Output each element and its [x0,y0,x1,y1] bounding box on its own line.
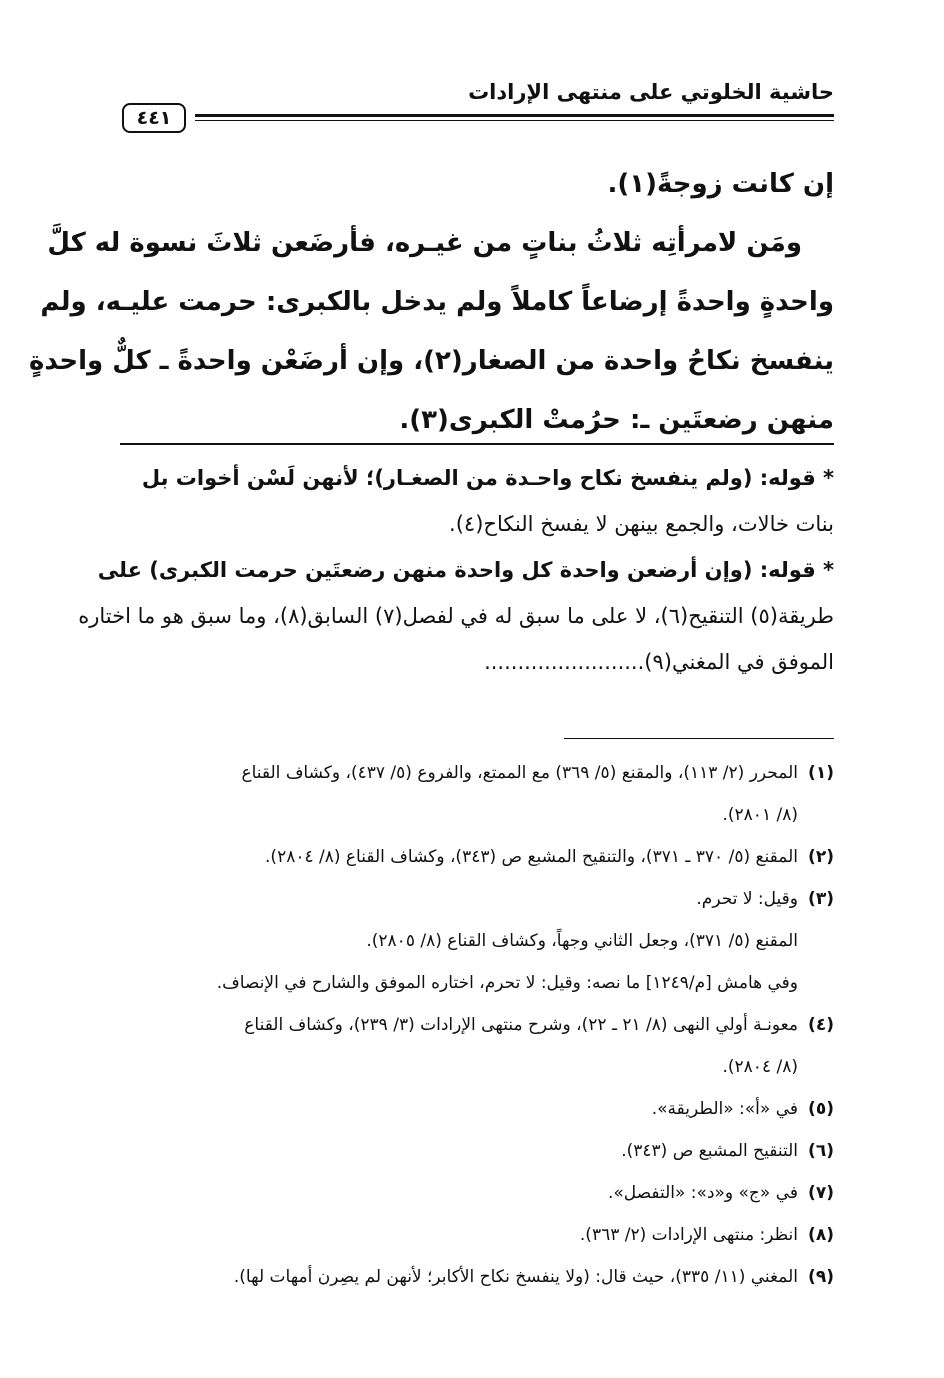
footnote [120,1130,834,1172]
footnote-number: (٤) [808,1015,834,1035]
footnote-number: (١) [808,763,834,783]
footnote [120,1172,834,1214]
main-text-line: واحدةٍ واحدةً إرضاعاً كاملاً ولم يدخل بالكبرى: حرمت عليـه، ولم [40,287,834,317]
footnotes [120,752,834,1298]
footnote-number: (٥) [808,1099,834,1119]
footnote-text: المحرر (٢/ ١١٣)، والمقنع (٥/ ٣٦٩) مع الممتع، والفروع (٥/ ٤٣٧)، وكشاف القناع [241,763,798,783]
running-title: حاشية الخلوتي على منتهى الإرادات [468,80,834,104]
header-rule-thin [195,120,834,121]
footnote-number: (٢) [808,847,834,867]
footnote-text: في «ج» و«د»: «التفصل». [607,1183,798,1203]
header-rule [195,114,834,117]
footnote-continuation: (٨/ ٢٨٠١). [722,805,798,825]
main-text-line: ينفسخ نكاحُ واحدة من الصغار(٢)، وإن أرضَعْن واحدةً ـ كلٌّ واحدةٍ [29,346,834,376]
main-text [29,155,834,450]
footnote-number: (٦) [808,1141,834,1161]
footnote-number: (٣) [808,889,834,909]
main-text-line: إن كانت زوجةً(١). [607,169,834,199]
footnote-continuation: المقنع (٥/ ٣٧١)، وجعل الثاني وجهاً، وكشاف القناع (٨/ ٢٨٠٥). [366,931,798,951]
footnote-continuation: وفي هامش [م/١٢٤٩] ما نصه: وقيل: لا تحرم، اختاره الموفق والشارح في الإنصاف. [216,973,798,993]
text-separator [120,443,834,445]
footnote-number: (٨) [808,1225,834,1245]
footnote [120,1004,834,1046]
footnote-text: المغني (١١/ ٣٣٥)، حيث قال: (ولا ينفسخ نكاح الأكابر؛ لأنهن لم يصِرن أمهات لها). [233,1267,798,1287]
page-number: ٤٤١ [122,103,186,133]
footnote-text: وقيل: لا تحرم. [696,889,798,909]
dotted-leader: ........................ [484,650,645,674]
footnote-number: (٩) [808,1267,834,1287]
footnote-text: التنقيح المشبع ص (٣٤٣). [621,1141,798,1161]
main-text-line: منهن رضعتَين ـ: حرُمتْ الكبرى(٣). [399,405,834,435]
footnote-number: (٧) [808,1183,834,1203]
footnote [120,1256,834,1298]
footnote-text: انظر: منتهى الإرادات (٢/ ٣٦٣). [579,1225,798,1245]
footnote-text: المقنع (٥/ ٣٧٠ ـ ٣٧١)، والتنقيح المشبع ص (٣٤٣)، وكشاف القناع (٨/ ٢٨٠٤). [265,847,798,867]
footnote-text: في «أ»: «الطريقة». [651,1099,798,1119]
footnote-continuation: (٨/ ٢٨٠٤). [722,1057,798,1077]
commentary-line: طريقة(٥) التنقيح(٦)، لا على ما سبق له في لفصل(٧) السابق(٨)، وما سبق هو ما اختاره [78,604,834,628]
footnote [120,836,834,878]
commentary-line: * قوله: (ولم ينفسخ نكاح واحـدة من الصغـار)؛ لأنهن لَسْن أخوات بل [141,466,834,490]
commentary-line: بنات خالات، والجمع بينهن لا يفسخ النكاح(٤). [449,512,834,536]
footnote [120,1088,834,1130]
commentary [78,455,834,685]
footnote-text: معونـة أولي النهى (٨/ ٢١ ـ ٢٢)، وشرح منتهى الإرادات (٣/ ٢٣٩)، وكشاف القناع [244,1015,798,1035]
commentary-line: * قوله: (وإن أرضعن واحدة كل واحدة منهن رضعتَين حرمت الكبرى) على [97,558,834,582]
footnote [120,878,834,920]
footnote [120,1214,834,1256]
footnote-rule [564,738,834,739]
commentary-text: الموفق في المغني(٩) [644,650,834,674]
commentary-line [120,639,834,685]
main-text-line: ومَن لامرأتِه ثلاثُ بناتٍ من غيـره، فأرضَعن ثلاثَ نسوة له كلَّ [47,228,802,258]
footnote [120,752,834,794]
